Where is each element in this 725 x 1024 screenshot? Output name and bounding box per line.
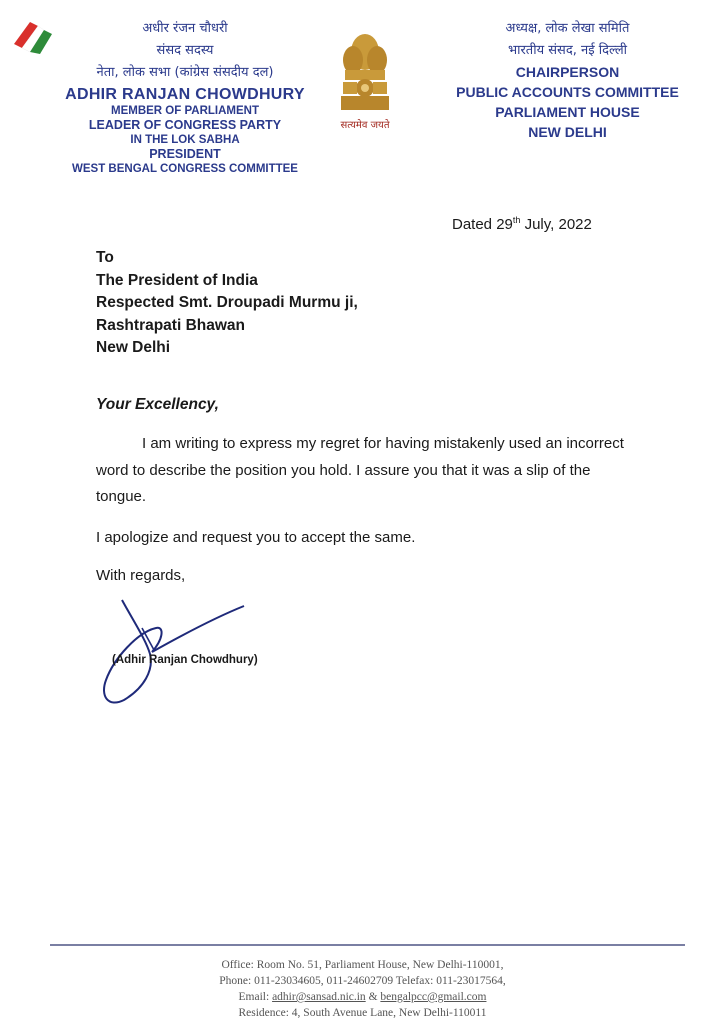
footer-divider [50,944,685,946]
member-of-parliament: MEMBER OF PARLIAMENT [110,105,259,117]
signature-icon [94,592,264,710]
to-label: To [96,249,114,266]
address-line: Respected Smt. Droupadi Murmu ji, [96,294,358,311]
address-line: The President of India [96,271,258,289]
signatory-name: (Adhir Ranjan Chowdhury) [112,654,258,666]
body-paragraph: I am writing to express my regret for having mistakenly used an incorrect word to describe the position you hold. I assure you that it was a slip of the tongue. [96,435,624,505]
left-letterhead [40,18,330,176]
leader-line: LEADER OF CONGRESS PARTY [88,118,282,132]
email-link-1[interactable]: adhir@sansad.nic.in [272,991,366,1003]
new-delhi: NEW DELHI [528,124,607,140]
letter-date: Dated 29th July, 2022 [452,215,592,233]
office-address: Office: Room No. 51, Parliament House, New Delhi-110001, [221,959,504,971]
hindi-name: अधीर रंजन चौधरी [142,21,228,36]
phone-line: Phone: 011-23034605, 011-24602709 Telefax: 011-23017564, [219,975,506,987]
address-line: Rashtrapati Bhawan [96,316,246,334]
lok-sabha-line: IN THE LOK SABHA [130,134,240,146]
hindi-chair: अध्यक्ष, लोक लेखा समिति [505,21,630,36]
address-line: New Delhi [96,339,171,356]
national-emblem-icon [333,30,397,134]
recipient-address [96,247,358,360]
president-line: PRESIDENT [149,147,221,161]
residence-line: Residence: 4, South Avenue Lane, New Delhi-110011 [238,1007,487,1019]
hindi-role: नेता, लोक सभा (कांग्रेस संसदीय दल) [96,65,274,80]
salutation: Your Excellency, [96,396,219,413]
hindi-title: संसद सदस्य [156,43,214,58]
committee-line: WEST BENGAL CONGRESS COMMITTEE [72,163,298,175]
sender-name: ADHIR RANJAN CHOWDHURY [65,86,305,103]
chairperson: CHAIRPERSON [515,64,620,80]
emblem-motto: सत्यमेव जयते [340,120,390,131]
parliament-house: PARLIAMENT HOUSE [495,104,640,120]
closing: With regards, [96,567,186,584]
pac-line: PUBLIC ACCOUNTS COMMITTEE [456,84,679,100]
right-letterhead [440,18,695,142]
hindi-parliament: भारतीय संसद, नई दिल्ली [507,43,628,58]
email-link-2[interactable]: bengalpcc@gmail.com [380,991,487,1003]
apology-paragraph: I apologize and request you to accept the same. [96,529,416,546]
email-line: Email: adhir@sansad.nic.in & bengalpcc@gmail.com [238,991,487,1003]
footer-contact [0,957,725,1021]
